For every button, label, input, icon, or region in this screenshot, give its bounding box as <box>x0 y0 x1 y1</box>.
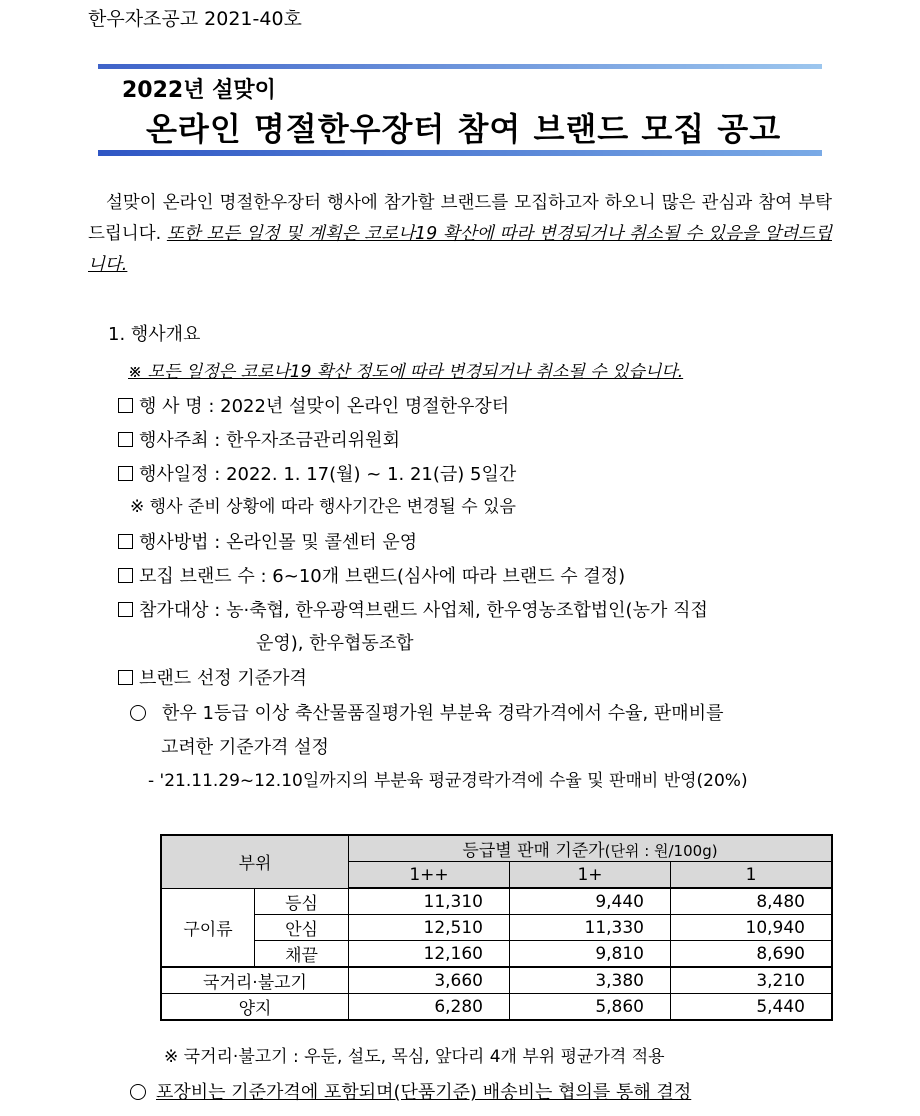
item-criteria <box>118 664 307 690</box>
item-brand-count: 모집 브랜드 수 : 6~10개 브랜드(심사에 따라 브랜드 수 결정) <box>118 562 625 588</box>
title-subtitle: 2022년 설맞이 <box>122 78 276 103</box>
price-cell: 3,380 <box>510 967 671 994</box>
item-value: 농·축협, 한우광역브랜드 사업체, 한우영농조합법인(농가 직접 <box>226 600 708 621</box>
part-cell: 등심 <box>255 888 349 915</box>
item-label: 행 사 명 <box>139 396 203 417</box>
table-row <box>161 967 832 994</box>
item-label: 행사방법 <box>139 532 209 553</box>
item-method: 행사방법 : 온라인몰 및 콜센터 운영 <box>118 528 417 554</box>
criteria-detail: - '21.11.29~12.10일까지의 부분육 평균경락가격에 수율 및 판매비 반영(20%) <box>148 771 748 791</box>
item-label: 모집 브랜드 수 <box>139 566 255 587</box>
item-label: 행사일정 <box>139 464 209 485</box>
section-heading: 1. 행사개요 <box>108 324 201 345</box>
criteria-line <box>130 699 723 725</box>
circle-bullet-icon <box>130 705 146 721</box>
packaging-text: 포장비는 기준가격에 포함되며(단품기준) 배송비는 협의를 통해 결정 <box>156 1082 692 1103</box>
item-label: 참가대상 <box>139 600 209 621</box>
price-cell: 8,690 <box>671 941 833 968</box>
page-title: 온라인 명절한우장터 참여 브랜드 모집 공고 <box>146 110 782 148</box>
part-cell: 안심 <box>255 915 349 941</box>
item-event-name: 행 사 명 : 2022년 설맞이 온라인 명절한우장터 <box>118 392 509 418</box>
item-target-continued: 운영), 한우협동조합 <box>256 633 414 654</box>
price-cell: 9,810 <box>510 941 671 968</box>
price-cell: 12,510 <box>349 915 510 941</box>
schedule-notice: ※ 모든 일정은 코로나19 확산 정도에 따라 변경되거나 취소될 수 있습니다. <box>128 362 684 382</box>
price-cell: 11,330 <box>510 915 671 941</box>
checkbox-icon <box>118 534 133 549</box>
price-table <box>160 834 833 1021</box>
price-cell: 5,860 <box>510 994 671 1021</box>
item-value: 2022. 1. 17(월) ~ 1. 21(금) 5일간 <box>226 464 517 485</box>
price-cell: 11,310 <box>349 888 510 915</box>
price-cell: 8,480 <box>671 888 833 915</box>
price-cell: 9,440 <box>510 888 671 915</box>
checkbox-icon <box>118 398 133 413</box>
intro-paragraph <box>88 188 832 281</box>
table-note: ※ 국거리·불고기 : 우둔, 설도, 목심, 앞다리 4개 부위 평균가격 적용 <box>164 1047 665 1067</box>
item-value: 6~10개 브랜드(심사에 따라 브랜드 수 결정) <box>272 566 626 587</box>
checkbox-icon <box>118 602 133 617</box>
checkbox-icon <box>118 670 133 685</box>
criteria-text: 한우 1등급 이상 축산물품질평가원 부분육 경락가격에서 수율, 판매비를 <box>162 703 724 724</box>
table-row <box>161 941 832 968</box>
criteria-line-continued: 고려한 기준가격 설정 <box>161 737 329 758</box>
table-row <box>161 888 832 915</box>
document-number: 한우자조공고 2021-40호 <box>88 8 302 30</box>
item-label: 브랜드 선정 기준가격 <box>139 668 307 689</box>
part-cell: 국거리·불고기 <box>161 967 349 994</box>
header-part: 부위 <box>161 835 349 888</box>
part-cell: 채끝 <box>255 941 349 968</box>
intro-text: 설맞이 온라인 명절한우장터 행사에 참가할 브랜드를 모집하고자 하오니 많은 관심과 참여 부탁드립니다. <box>88 193 832 244</box>
price-cell: 12,160 <box>349 941 510 968</box>
schedule-note: ※ 행사 준비 상황에 따라 행사기간은 변경될 수 있음 <box>130 497 516 517</box>
item-host: 행사주최 : 한우자조금관리위원회 <box>118 426 400 452</box>
header-grade-1pp: 1++ <box>349 862 510 889</box>
header-grade-label: 등급별 판매 기준가 <box>462 841 605 861</box>
item-value: 한우자조금관리위원회 <box>226 430 400 451</box>
packaging-line <box>130 1078 691 1104</box>
item-value: 온라인몰 및 콜센터 운영 <box>226 532 418 553</box>
checkbox-icon <box>118 466 133 481</box>
header-grade-1: 1 <box>671 862 833 889</box>
price-cell: 3,660 <box>349 967 510 994</box>
price-cell: 6,280 <box>349 994 510 1021</box>
checkbox-icon <box>118 568 133 583</box>
item-target: 참가대상 : 농·축협, 한우광역브랜드 사업체, 한우영농조합법인(농가 직접 <box>118 596 708 622</box>
title-top-bar <box>98 64 822 69</box>
group-cell: 구이류 <box>161 888 255 967</box>
circle-bullet-icon <box>130 1084 146 1100</box>
intro-emphasis: 또한 모든 일정 및 계획은 코로나19 확산에 따라 변경되거나 취소될 수 있음을 알려드립니다. <box>88 224 832 275</box>
header-unit: (단위 : 원/100g) <box>604 842 718 860</box>
checkbox-icon <box>118 432 133 447</box>
price-cell: 10,940 <box>671 915 833 941</box>
header-grade-price <box>349 835 833 862</box>
item-schedule: 행사일정 : 2022. 1. 17(월) ~ 1. 21(금) 5일간 <box>118 460 516 486</box>
item-value: 2022년 설맞이 온라인 명절한우장터 <box>220 396 510 417</box>
table-row <box>161 994 832 1021</box>
table-row <box>161 915 832 941</box>
title-bottom-bar <box>98 150 822 156</box>
item-label: 행사주최 <box>139 430 209 451</box>
price-cell: 3,210 <box>671 967 833 994</box>
price-cell: 5,440 <box>671 994 833 1021</box>
part-cell: 양지 <box>161 994 349 1021</box>
header-grade-1p: 1+ <box>510 862 671 889</box>
title-box <box>98 64 822 156</box>
